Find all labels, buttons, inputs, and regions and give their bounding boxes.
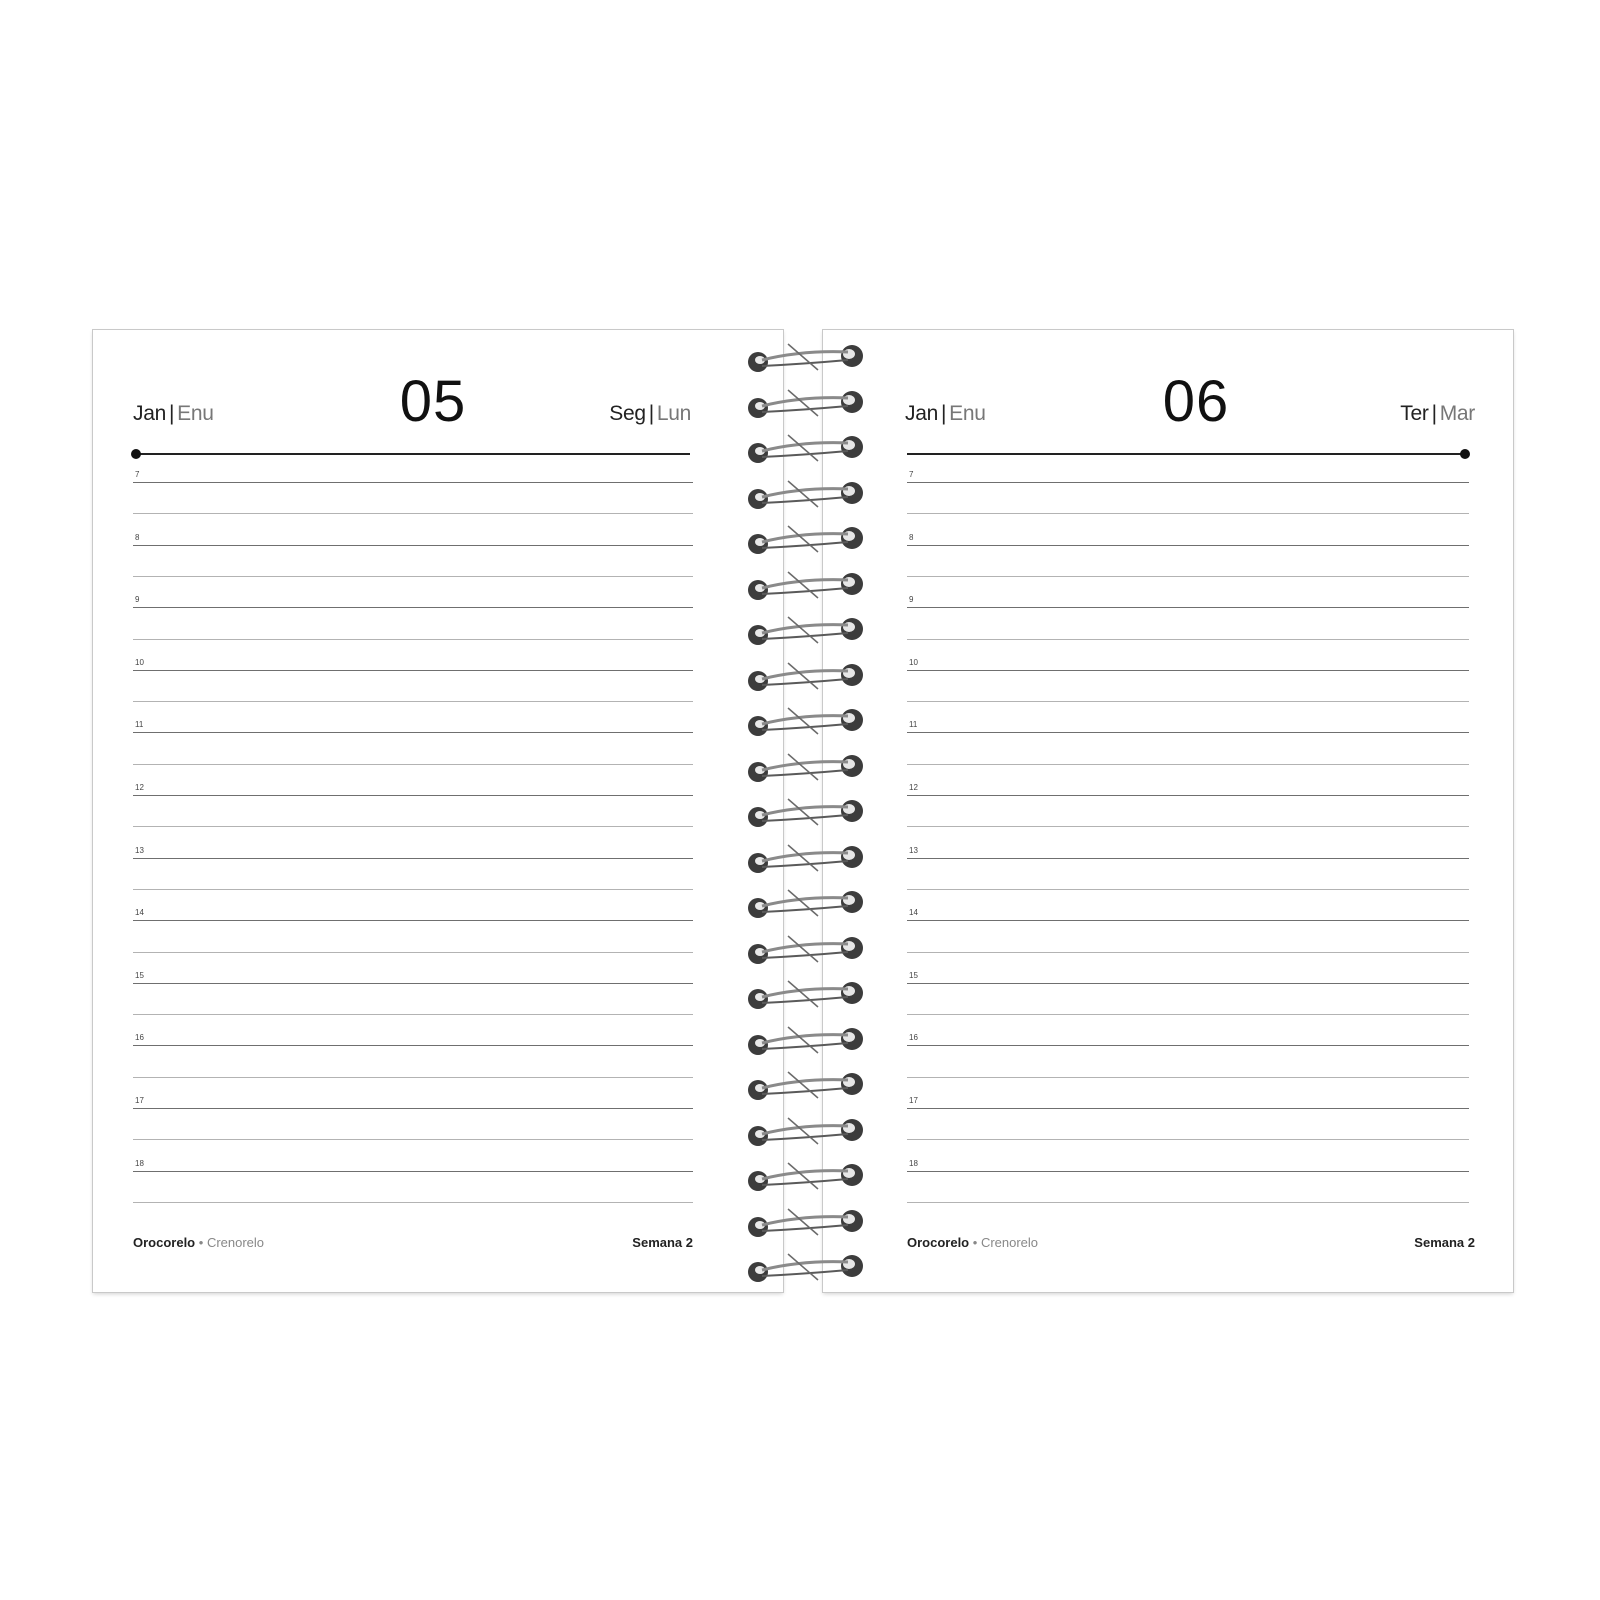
right-weekday-primary: Ter [1400, 402, 1429, 425]
right-hour-label: 16 [909, 1033, 918, 1043]
right-hour-label: 12 [909, 783, 918, 792]
spiral-coil [748, 1023, 868, 1063]
right-hour-label: 10 [909, 657, 918, 667]
right-hour-label: 7 [909, 470, 914, 479]
spiral-binding [748, 340, 868, 1290]
left-hour-line [133, 482, 693, 483]
left-hour-line [133, 920, 693, 921]
spiral-coil [748, 340, 868, 380]
right-footer-week: Semana 2 [1414, 1235, 1475, 1250]
right-half-hour-line [907, 889, 1469, 890]
left-hour-label: 18 [135, 1158, 144, 1168]
right-hour-line [907, 795, 1469, 796]
spiral-coil [748, 886, 868, 926]
right-half-hour-line [907, 1014, 1469, 1015]
left-hour-line [133, 607, 693, 608]
spiral-coil [748, 977, 868, 1017]
left-weekday-separator: | [648, 402, 654, 425]
spiral-coil [748, 1250, 868, 1290]
right-month-primary: Jan [905, 402, 938, 425]
left-hour-label: 11 [135, 720, 144, 730]
right-half-hour-line [907, 1077, 1469, 1078]
spiral-coil [748, 1068, 868, 1108]
left-half-hour-line [133, 1139, 693, 1140]
right-hour-line [907, 983, 1469, 984]
left-hour-line [133, 983, 693, 984]
right-half-hour-line [907, 1139, 1469, 1140]
left-hour-line [133, 1108, 693, 1109]
left-month-label [133, 402, 214, 426]
left-half-hour-line [133, 701, 693, 702]
right-day-number: 06 [1162, 369, 1230, 434]
spiral-coil [748, 932, 868, 972]
left-hour-label: 14 [135, 908, 144, 918]
left-hour-line [133, 795, 693, 796]
right-hour-label: 17 [909, 1096, 918, 1105]
left-footer-bullet: • [198, 1235, 204, 1250]
right-half-hour-line [907, 513, 1469, 514]
left-half-hour-line [133, 826, 693, 827]
right-footer-brand [907, 1235, 1038, 1250]
spiral-coil [748, 431, 868, 471]
right-weekday-separator: | [1431, 402, 1437, 425]
spiral-coil [748, 386, 868, 426]
left-half-hour-line [133, 576, 693, 577]
left-half-hour-line [133, 1014, 693, 1015]
left-schedule-lines [133, 460, 693, 1190]
right-month-secondary: Enu [949, 402, 986, 425]
spiral-coil [748, 659, 868, 699]
left-page [93, 330, 783, 1292]
left-month-separator: | [168, 402, 175, 425]
right-hour-line [907, 482, 1469, 483]
right-half-hour-line [907, 1202, 1469, 1203]
left-month-primary: Jan [133, 402, 166, 425]
right-footer-bullet: • [972, 1235, 978, 1250]
right-half-hour-line [907, 639, 1469, 640]
left-hour-line [133, 1045, 693, 1046]
right-hour-line [907, 732, 1469, 733]
left-half-hour-line [133, 952, 693, 953]
right-half-hour-line [907, 826, 1469, 827]
left-hour-label: 7 [135, 470, 140, 479]
left-footer-brand [133, 1235, 264, 1250]
right-hour-line [907, 670, 1469, 671]
left-month-secondary: Enu [177, 402, 214, 425]
right-footer-secondary: Crenorelo [980, 1235, 1039, 1250]
left-half-hour-line [133, 1077, 693, 1078]
left-weekday-label [609, 402, 691, 426]
right-weekday-label [1400, 402, 1475, 426]
right-hour-line [907, 607, 1469, 608]
right-hour-line [907, 1045, 1469, 1046]
right-header-rule [907, 453, 1465, 455]
right-hour-label: 15 [909, 970, 918, 980]
left-half-hour-line [133, 764, 693, 765]
left-hour-label: 10 [135, 657, 144, 667]
right-hour-line [907, 858, 1469, 859]
left-footer-week: Semana 2 [632, 1235, 693, 1250]
right-hour-line [907, 545, 1469, 546]
left-hour-line [133, 670, 693, 671]
right-hour-label: 9 [909, 595, 914, 605]
right-half-hour-line [907, 576, 1469, 577]
spiral-coil [748, 795, 868, 835]
right-hour-line [907, 1171, 1469, 1172]
left-hour-line [133, 545, 693, 546]
left-hour-line [133, 1171, 693, 1172]
spiral-coil [748, 613, 868, 653]
left-hour-label: 17 [135, 1096, 144, 1105]
spiral-coil [748, 704, 868, 744]
right-hour-label: 8 [909, 532, 914, 542]
left-hour-label: 8 [135, 532, 140, 542]
left-half-hour-line [133, 639, 693, 640]
right-month-label [905, 402, 986, 426]
left-hour-label: 15 [135, 970, 144, 980]
left-header-rule [135, 453, 690, 455]
spiral-coil [748, 1114, 868, 1154]
spiral-coil [748, 1205, 868, 1245]
right-hour-line [907, 920, 1469, 921]
left-hour-label: 12 [135, 783, 144, 792]
left-hour-label: 16 [135, 1033, 144, 1043]
spiral-coil [748, 1159, 868, 1199]
left-header-dot [131, 449, 141, 459]
right-hour-label: 11 [909, 720, 918, 730]
left-hour-line [133, 858, 693, 859]
left-footer-secondary: Crenorelo [206, 1235, 265, 1250]
right-hour-label: 13 [909, 845, 918, 855]
spiral-coil [748, 522, 868, 562]
spiral-coil [748, 750, 868, 790]
right-half-hour-line [907, 764, 1469, 765]
left-hour-label: 13 [135, 845, 144, 855]
left-half-hour-line [133, 1202, 693, 1203]
right-month-separator: | [940, 402, 947, 425]
right-half-hour-line [907, 952, 1469, 953]
right-schedule-lines [907, 460, 1469, 1190]
left-half-hour-line [133, 513, 693, 514]
right-hour-line [907, 1108, 1469, 1109]
right-page [823, 330, 1513, 1292]
right-hour-label: 14 [909, 908, 918, 918]
left-weekday-primary: Seg [609, 402, 646, 425]
spiral-coil [748, 568, 868, 608]
left-hour-line [133, 732, 693, 733]
left-hour-label: 9 [135, 595, 140, 605]
right-half-hour-line [907, 701, 1469, 702]
spiral-coil [748, 477, 868, 517]
right-weekday-secondary: Mar [1439, 402, 1475, 425]
left-half-hour-line [133, 889, 693, 890]
spiral-coil [748, 841, 868, 881]
left-weekday-secondary: Lun [656, 402, 691, 425]
right-hour-label: 18 [909, 1158, 918, 1168]
right-header-dot [1460, 449, 1470, 459]
right-footer-primary: Orocorelo [907, 1235, 970, 1250]
left-day-number: 05 [399, 369, 467, 434]
left-footer-primary: Orocorelo [133, 1235, 196, 1250]
